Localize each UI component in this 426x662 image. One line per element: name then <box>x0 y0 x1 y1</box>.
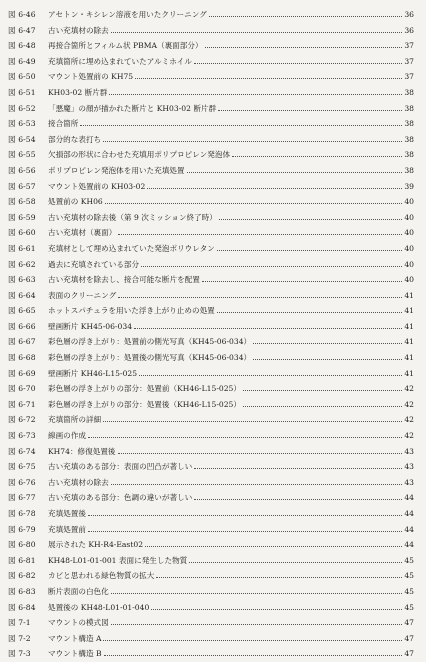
dot-leader <box>111 32 402 33</box>
figure-title: 過去に充填されている部分 <box>48 259 140 269</box>
figure-title: アセトン・キシレン溶液を用いたクリーニング <box>48 10 207 19</box>
figure-title: 充填箇所の詳細 <box>48 415 102 425</box>
figure-list-item <box>8 319 414 335</box>
figure-title: 彩色層の浮き上がりの部分：処置後（KH46-L15-025） <box>48 399 241 409</box>
dot-leader <box>134 328 402 329</box>
figure-title: 古い充填材（裏面） <box>48 228 117 238</box>
figure-title: 充填材として埋め込まれていた発泡ポリウレタン <box>48 243 215 253</box>
figure-list-item <box>8 506 414 522</box>
figure-number: 図 6-78 <box>8 509 36 518</box>
dot-leader <box>80 125 402 126</box>
page-number: 38 <box>404 103 414 113</box>
dot-leader <box>253 343 402 344</box>
figure-number: 図 6-72 <box>8 415 36 425</box>
page-number: 45 <box>404 602 414 612</box>
page-number: 40 <box>404 212 414 222</box>
page-number: 40 <box>404 228 414 238</box>
figure-number: 図 6-79 <box>8 524 36 534</box>
figure-title: 古い充填材の除去 <box>48 25 109 35</box>
page-number: 42 <box>404 431 414 441</box>
dot-leader <box>253 359 402 360</box>
figure-list-item <box>8 615 414 631</box>
figure-list-item <box>8 179 414 195</box>
dot-leader <box>103 640 402 641</box>
figure-title: 「悪魔」の顔が描かれた断片と KH03-02 断片群 <box>48 103 217 113</box>
page-number: 44 <box>404 509 414 518</box>
figure-number: 図 6-80 <box>8 540 36 550</box>
page-number: 36 <box>404 10 414 19</box>
figure-list-item <box>8 444 414 460</box>
figure-title: 再接合箇所とフィルム状 PBMA（裏面部分） <box>48 41 203 51</box>
dot-leader <box>151 609 402 610</box>
figure-number: 図 7-3 <box>8 649 31 659</box>
page-number: 41 <box>404 290 414 300</box>
figure-list-item <box>8 272 414 288</box>
page-number: 44 <box>404 493 414 503</box>
figure-list <box>8 7 414 662</box>
figure-number: 図 6-52 <box>8 103 36 113</box>
dot-leader <box>217 312 402 313</box>
figure-list-item <box>8 116 414 132</box>
figure-title: マウント処置前の KH75 <box>48 72 134 82</box>
figure-title: カビと思われる緑色物質の拡大 <box>48 571 155 581</box>
figure-number: 図 6-46 <box>8 10 36 19</box>
page-number: 45 <box>404 586 414 596</box>
figure-title: 欠損部の形状に合わせた充填用ポリプロピレン発泡体 <box>48 150 231 160</box>
dot-leader <box>243 390 402 391</box>
figure-title: KH48-L01-01-001 表面に発生した物質 <box>48 555 188 565</box>
figure-list-item <box>8 101 414 117</box>
figure-title: 充填処置後 <box>48 509 86 518</box>
figure-list-item <box>8 23 414 39</box>
figure-list-item <box>8 553 414 569</box>
figure-number: 図 6-58 <box>8 197 36 207</box>
figure-title: 古い充填材の除去後（第 9 次ミッション終了時） <box>48 212 217 222</box>
figure-list-item <box>8 397 414 413</box>
figure-title: マウント構造 A <box>48 633 102 643</box>
dot-leader <box>232 156 402 157</box>
figure-list-item <box>8 7 414 23</box>
figure-list-item <box>8 132 414 148</box>
page-number: 39 <box>404 181 414 191</box>
figure-number: 図 6-67 <box>8 337 36 347</box>
dot-leader <box>118 297 402 298</box>
dot-leader <box>243 406 402 407</box>
figure-list-item <box>8 69 414 85</box>
figure-list-item <box>8 334 414 350</box>
dot-leader <box>209 16 402 17</box>
page-number: 43 <box>404 446 414 456</box>
figure-title: 線画の作成 <box>48 431 86 441</box>
page-number: 41 <box>404 321 414 331</box>
dot-leader <box>187 172 403 173</box>
figure-number: 図 6-82 <box>8 571 36 581</box>
page-number: 44 <box>404 524 414 534</box>
page-number: 38 <box>404 165 414 175</box>
page-number: 41 <box>404 306 414 316</box>
figure-title: 表面のクリーニング <box>48 290 117 300</box>
figure-title: 古い充填のある部分：色調の違いが著しい <box>48 493 193 503</box>
figure-number: 図 6-56 <box>8 165 36 175</box>
figure-title: 処置前の KH06 <box>48 197 103 207</box>
dot-leader <box>118 234 402 235</box>
figure-number: 図 6-53 <box>8 119 36 129</box>
figure-number: 図 6-55 <box>8 150 36 160</box>
dot-leader <box>218 110 402 111</box>
figure-number: 図 6-51 <box>8 87 36 97</box>
page-number: 40 <box>404 197 414 207</box>
figure-number: 図 6-59 <box>8 212 36 222</box>
figure-number: 図 6-66 <box>8 321 36 331</box>
page-number: 47 <box>404 633 414 643</box>
dot-leader <box>135 78 402 79</box>
figure-list-item <box>8 522 414 538</box>
figure-list-item <box>8 412 414 428</box>
figure-number: 図 6-83 <box>8 586 36 596</box>
figure-title: ポリプロピレン発泡体を用いた充填処置 <box>48 165 185 175</box>
dot-leader <box>88 531 402 532</box>
figure-list-item <box>8 303 414 319</box>
figure-title: 充填箇所に埋め込まれていたアルミホイル <box>48 56 192 66</box>
figure-title: 古い充填材を除去し、接合可能な断片を配置 <box>48 275 200 285</box>
figure-title: 古い充填材の除去 <box>48 477 109 487</box>
page-number: 37 <box>404 41 414 51</box>
page-number: 38 <box>404 87 414 97</box>
figure-title: マウントの模式図 <box>48 618 109 628</box>
figure-number: 図 6-71 <box>8 399 36 409</box>
dot-leader <box>109 94 402 95</box>
figure-number: 図 6-65 <box>8 306 36 316</box>
figure-number: 図 6-50 <box>8 72 36 82</box>
page-number: 37 <box>404 56 414 66</box>
figure-title: 彩色層の浮き上がりの部分：処置前（KH46-L15-025） <box>48 384 241 394</box>
dot-leader <box>141 266 402 267</box>
figure-title: 壁画断片 KH46-L15-025 <box>48 368 138 378</box>
page-number: 42 <box>404 399 414 409</box>
dot-leader <box>147 188 402 189</box>
figure-title: マウント処置前の KH03-02 <box>48 181 146 191</box>
figure-number: 図 6-60 <box>8 228 36 238</box>
figure-title: ホットスパチュラを用いた浮き上がり止めの処置 <box>48 306 215 316</box>
figure-number: 図 6-76 <box>8 477 36 487</box>
figure-title: 処置後の KH48-L01-01-040 <box>48 602 150 612</box>
figure-number: 図 6-75 <box>8 462 36 472</box>
dot-leader <box>156 577 402 578</box>
figure-list-item <box>8 631 414 647</box>
figure-number: 図 6-68 <box>8 353 36 363</box>
page-number: 45 <box>404 555 414 565</box>
page-number: 44 <box>404 540 414 550</box>
figure-title: KH74：修復処置後 <box>48 446 116 456</box>
figure-number: 図 6-77 <box>8 493 36 503</box>
figure-list-item <box>8 147 414 163</box>
figure-number: 図 6-69 <box>8 368 36 378</box>
page-number: 43 <box>404 477 414 487</box>
figure-number: 図 6-62 <box>8 259 36 269</box>
figure-number: 図 6-63 <box>8 275 36 285</box>
figure-list-item <box>8 459 414 475</box>
figure-list-item <box>8 490 414 506</box>
figure-list-item <box>8 381 414 397</box>
page-number: 36 <box>404 25 414 35</box>
page-number: 40 <box>404 259 414 269</box>
figure-title: 充填処置前 <box>48 524 86 534</box>
page-number: 45 <box>404 571 414 581</box>
page-number: 41 <box>404 368 414 378</box>
dot-leader <box>194 63 402 64</box>
figure-list-item <box>8 38 414 54</box>
figure-list-item <box>8 428 414 444</box>
figure-list-item <box>8 475 414 491</box>
dot-leader <box>111 593 402 594</box>
figure-number: 図 6-73 <box>8 431 36 441</box>
figure-list-item <box>8 257 414 273</box>
dot-leader <box>205 47 402 48</box>
figure-number: 図 7-1 <box>8 618 31 628</box>
figure-number: 図 6-81 <box>8 555 36 565</box>
dot-leader <box>88 515 402 516</box>
dot-leader <box>104 655 402 656</box>
figure-number: 図 6-57 <box>8 181 36 191</box>
figure-list-item <box>8 646 414 662</box>
page-number: 40 <box>404 275 414 285</box>
figure-title: KH03-02 断片群 <box>48 87 108 97</box>
figure-number: 図 6-84 <box>8 602 36 612</box>
figure-title: 部分的な表打ち <box>48 134 102 144</box>
dot-leader <box>111 624 402 625</box>
figure-number: 図 6-70 <box>8 384 36 394</box>
figure-list-item <box>8 210 414 226</box>
page-number: 40 <box>404 243 414 253</box>
figure-list-item <box>8 85 414 101</box>
figure-title: 彩色層の浮き上がり：処置後の側光写真（KH45-06-034） <box>48 353 252 363</box>
dot-leader <box>139 375 402 376</box>
page-number: 43 <box>404 462 414 472</box>
page-number: 47 <box>404 649 414 659</box>
dot-leader <box>105 203 402 204</box>
page-number: 42 <box>404 384 414 394</box>
dot-leader <box>118 453 402 454</box>
figure-list-item <box>8 54 414 70</box>
dot-leader <box>145 546 402 547</box>
dot-leader <box>103 421 402 422</box>
page-number: 38 <box>404 134 414 144</box>
figure-list-item <box>8 288 414 304</box>
page-number: 37 <box>404 72 414 82</box>
figure-number: 図 6-47 <box>8 25 36 35</box>
figure-list-item <box>8 194 414 210</box>
figure-title: 壁画断片 KH45-06-034 <box>48 321 133 331</box>
figure-list-item <box>8 600 414 616</box>
dot-leader <box>189 562 402 563</box>
figure-number: 図 6-48 <box>8 41 36 51</box>
page-number: 38 <box>404 150 414 160</box>
figure-number: 図 6-64 <box>8 290 36 300</box>
figure-title: 接合箇所 <box>48 119 79 129</box>
page-number: 47 <box>404 618 414 628</box>
figure-number: 図 6-54 <box>8 134 36 144</box>
figure-title: 断片表面の白色化 <box>48 586 109 596</box>
figure-title: マウント構造 B <box>48 649 102 659</box>
dot-leader <box>103 141 402 142</box>
dot-leader <box>194 468 402 469</box>
figure-number: 図 7-2 <box>8 633 31 643</box>
page-number: 41 <box>404 337 414 347</box>
figure-list-item <box>8 366 414 382</box>
figure-title: 彩色層の浮き上がり：処置前の側光写真（KH45-06-034） <box>48 337 252 347</box>
figure-list-item <box>8 584 414 600</box>
figure-list-item <box>8 241 414 257</box>
figure-number: 図 6-49 <box>8 56 36 66</box>
dot-leader <box>217 250 402 251</box>
figure-number: 図 6-74 <box>8 446 36 456</box>
dot-leader <box>194 499 402 500</box>
dot-leader <box>88 437 402 438</box>
figure-title: 展示された KH-R4-East02 <box>48 540 144 550</box>
page-number: 41 <box>404 353 414 363</box>
page-number: 42 <box>404 415 414 425</box>
figure-title: 古い充填のある部分：表面の凹凸が著しい <box>48 462 193 472</box>
figure-list-item <box>8 225 414 241</box>
dot-leader <box>111 484 402 485</box>
figure-list-item <box>8 568 414 584</box>
page-number: 38 <box>404 119 414 129</box>
figure-number: 図 6-61 <box>8 243 36 253</box>
dot-leader <box>202 281 402 282</box>
dot-leader <box>219 219 402 220</box>
figure-list-item <box>8 350 414 366</box>
figure-list-item <box>8 537 414 553</box>
figure-list-item <box>8 163 414 179</box>
